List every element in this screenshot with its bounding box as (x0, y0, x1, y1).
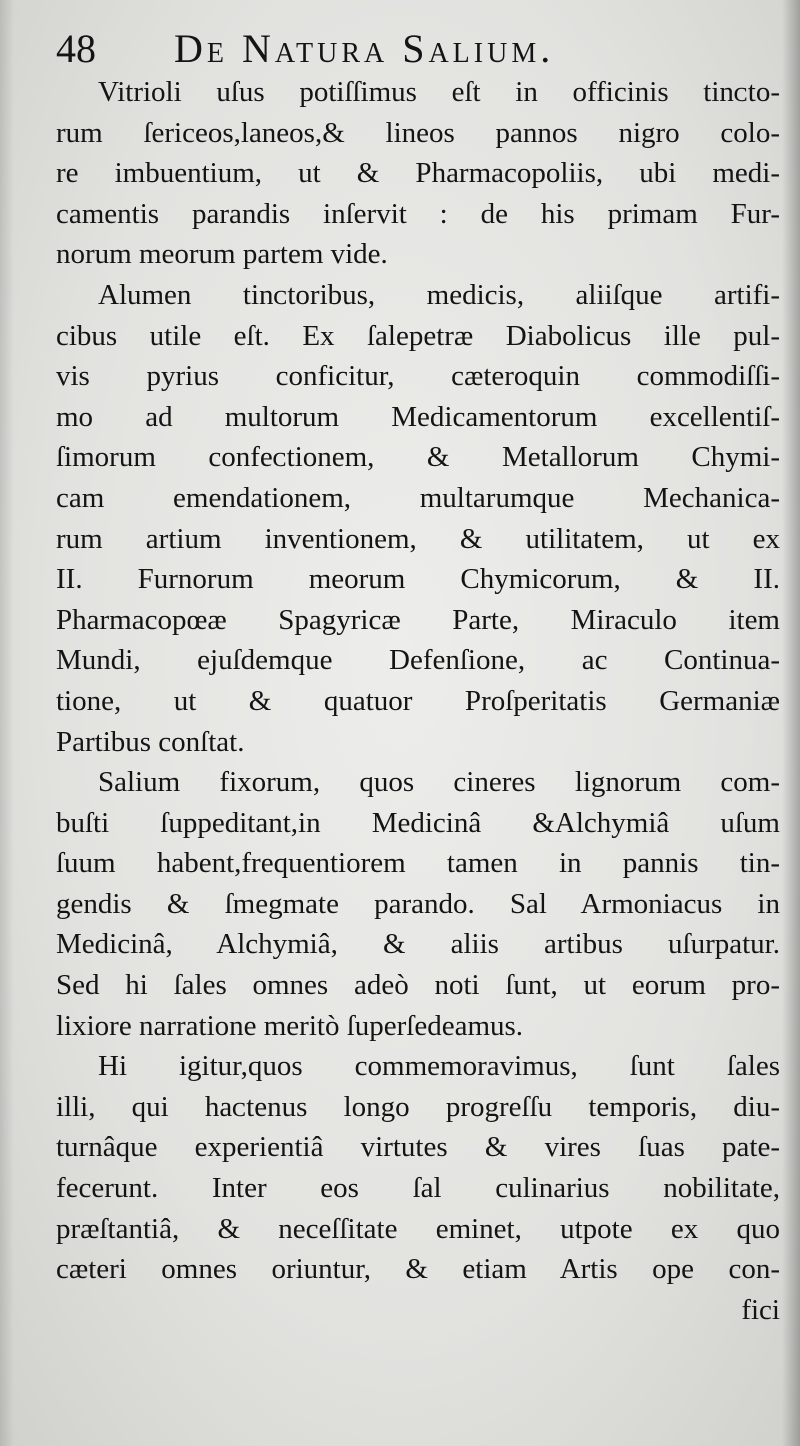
text-line: cam emendationem, multarumque Mechanica- (56, 481, 780, 514)
body-text (56, 72, 780, 1432)
text-line: Sed hi ſales omnes adeò noti ſunt, ut eorum pro- (56, 969, 780, 1002)
text-line: camentis parandis inſervit : de his primam Fur- (56, 197, 780, 230)
text-line: Hi igitur,quos commemoravimus, ſunt ſales (98, 1050, 780, 1083)
running-title: De Natura Salium. (174, 26, 555, 71)
page-header (56, 18, 776, 78)
text-line: ſimorum confeᴄtionem, & Metallorum Chymi- (56, 441, 780, 474)
text-line: ſuum habent,frequentiorem tamen in pannis tin- (56, 847, 780, 880)
text-line: cibus utile eſt. Ex ſalepetræ Diabolicus ille pul- (56, 319, 780, 352)
text-line: norum meorum partem vide. (56, 238, 388, 271)
text-line: gendis & ſmegmate parando. Sal Armoniacus in (56, 887, 780, 920)
text-line: II. Furnorum meorum Chymicorum, & II. (56, 563, 780, 596)
text-line: Alumen tinᴄtoribus, medicis, aliiſque artifi- (98, 278, 780, 311)
text-line: turnâque experientiâ virtutes & vires ſuas pate- (56, 1131, 780, 1164)
text-line: buſti ſuppeditant,in Medicinâ &Alchymiâ uſum (56, 806, 780, 839)
text-line: fecerunt. Inter eos ſal culinarius nobilitate, (56, 1172, 780, 1205)
text-line: Vitrioli uſus potiſſimus eſt in officinis tinᴄto- (98, 76, 780, 108)
text-line: præſtantiâ, & neceſſitate eminet, utpote ex quo (56, 1212, 780, 1245)
text-line: rum ſericeos,laneos,& lineos pannos nigro colo- (56, 116, 780, 149)
text-line: lixiore narratione meritò ſuperſedeamus. (56, 1009, 524, 1042)
text-line: Salium fixorum, quos cineres lignorum com- (98, 766, 780, 799)
page-number: 48 (56, 26, 96, 71)
text-line: rum artium inventionem, & utilitatem, ut ex (56, 522, 780, 555)
text-line: Mundi, ejuſdemque Defenſione, ac Continua- (56, 644, 780, 677)
text-line: Pharmacopœæ Spagyricæ Parte, Miraculo item (56, 603, 780, 636)
text-line: tione, ut & quatuor Proſperitatis Germaniæ (56, 684, 780, 717)
text-line: re imbuentium, ut & Pharmacopoliis, ubi medi- (56, 157, 780, 190)
spine-shadow (782, 0, 800, 1446)
text-line: mo ad multorum Medicamentorum excellentiſ- (56, 400, 780, 433)
text-line: illi, qui haᴄtenus longo progreſſu temporis, diu- (56, 1090, 780, 1123)
text-line: Medicinâ, Alchymiâ, & aliis artibus uſurpatur. (56, 928, 780, 961)
page-edge-shadow (0, 0, 14, 1446)
text-line: cæteri omnes oriuntur, & etiam Artis ope con- (56, 1253, 780, 1286)
text-line: fici (741, 1293, 780, 1326)
text-line: Partibus conſtat. (56, 725, 245, 758)
text-line: vis pyrius conficitur, cæteroquin commodiſſi- (56, 360, 780, 393)
